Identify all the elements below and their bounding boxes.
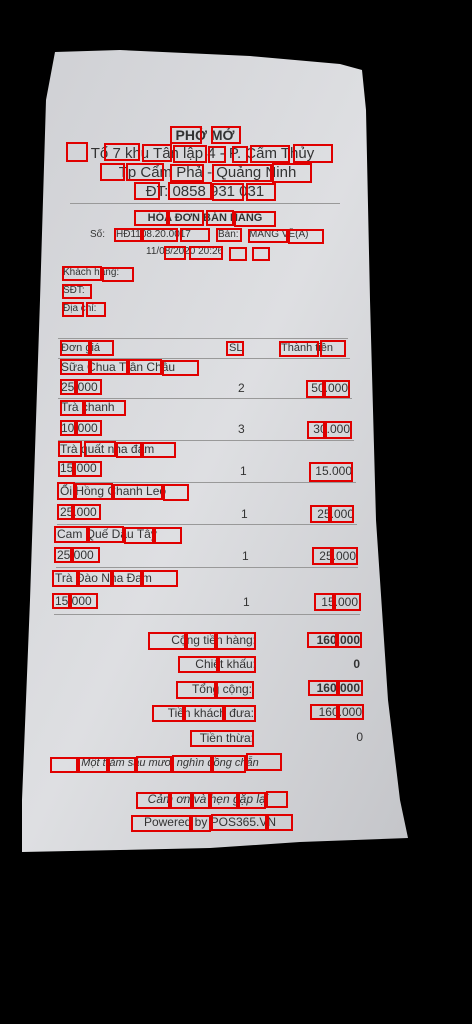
ocr-box — [216, 632, 256, 650]
ocr-box — [104, 143, 140, 161]
ocr-box — [320, 340, 346, 357]
item-qty: 3 — [238, 422, 245, 436]
change-value: 0 — [356, 730, 363, 744]
divider — [58, 398, 352, 399]
ocr-box — [78, 570, 112, 587]
ocr-box — [114, 228, 142, 242]
item-name: Trà Đào Nha Đam — [55, 571, 152, 585]
item-price: 15.000 — [60, 461, 97, 475]
ocr-box — [126, 163, 164, 181]
ocr-box — [58, 441, 82, 457]
ocr-box — [62, 284, 92, 299]
ocr-box — [108, 757, 136, 773]
shop-phone: ĐT: 0858 931 031 — [145, 183, 265, 200]
ocr-box — [332, 547, 358, 565]
ocr-box — [232, 146, 248, 163]
item-total: 50.000 — [311, 381, 348, 395]
customer-phone-label: SĐT: — [63, 285, 85, 296]
ocr-box — [58, 461, 74, 477]
ocr-box — [70, 593, 98, 609]
ocr-box — [131, 815, 191, 832]
ocr-box — [338, 680, 363, 696]
ocr-box — [54, 526, 88, 543]
ocr-box — [250, 145, 290, 163]
ocr-box — [212, 164, 272, 182]
item-price: 10.000 — [61, 421, 98, 435]
ocr-box — [124, 527, 154, 544]
ocr-box — [330, 505, 354, 523]
ocr-box — [62, 302, 84, 317]
ocr-box — [163, 484, 189, 501]
ocr-box — [337, 632, 362, 648]
ocr-box — [76, 420, 102, 436]
ocr-box — [272, 163, 312, 183]
ocr-box — [173, 145, 207, 163]
ocr-box — [60, 379, 76, 395]
ocr-box — [52, 593, 70, 609]
ocr-box — [216, 228, 242, 242]
ocr-box — [90, 340, 114, 356]
ocr-box — [226, 341, 244, 356]
customer-name-label: Khách hàng: — [63, 267, 120, 278]
invoice-datetime: 11/08/2020 20:26 — [146, 246, 224, 257]
ocr-box — [134, 210, 168, 226]
ocr-box — [192, 792, 210, 809]
ocr-box — [136, 792, 170, 809]
discount-label: Chiết khấu: — [195, 657, 256, 671]
ocr-box — [279, 341, 319, 357]
discount-value: 0 — [353, 657, 360, 671]
ocr-box — [148, 632, 186, 650]
ocr-box — [142, 442, 176, 458]
ocr-box — [234, 211, 276, 227]
ocr-box — [168, 210, 204, 226]
ocr-box — [293, 144, 333, 163]
item-qty: 1 — [242, 549, 249, 563]
item-name: Cam Quế Dâu Tây — [57, 527, 157, 541]
ocr-box — [224, 705, 256, 722]
ocr-box — [190, 730, 254, 747]
ocr-box — [210, 792, 238, 809]
ocr-box — [218, 656, 256, 673]
item-name: Trà quất nha đam — [60, 442, 155, 456]
ocr-box — [60, 400, 84, 416]
change-label: Tiền thừa: — [199, 731, 254, 745]
ocr-box — [142, 144, 172, 162]
ocr-box — [88, 526, 124, 543]
ocr-box — [172, 755, 212, 773]
table-value: MANG VỀ(A) — [249, 229, 309, 240]
item-total: 30.000 — [313, 422, 350, 436]
ocr-box — [90, 359, 128, 375]
ocr-box — [191, 815, 211, 832]
item-qty: 1 — [241, 507, 248, 521]
ocr-box — [267, 814, 293, 831]
ocr-box — [309, 462, 353, 482]
ocr-box — [164, 246, 186, 260]
ocr-box — [306, 380, 324, 398]
ocr-box — [74, 461, 102, 477]
ocr-box — [60, 340, 90, 356]
ocr-box — [246, 183, 276, 201]
ocr-box — [307, 421, 325, 439]
ocr-box — [338, 704, 364, 720]
ocr-box — [112, 570, 142, 587]
ocr-box — [60, 420, 76, 436]
ocr-box — [208, 146, 226, 163]
ocr-box — [238, 792, 266, 809]
ocr-box — [184, 705, 224, 722]
paid-value: 160.000 — [318, 705, 362, 719]
ocr-box — [66, 142, 88, 162]
ocr-box — [229, 247, 247, 261]
ocr-box — [72, 547, 100, 563]
subtotal-label: Cộng tiền hàng: — [171, 633, 256, 647]
item-price: 25.000 — [57, 548, 94, 562]
ocr-box — [75, 483, 113, 500]
ocr-box — [57, 504, 73, 520]
ocr-box — [84, 441, 116, 457]
item-total: 15.000 — [321, 595, 358, 609]
ocr-box — [212, 183, 244, 201]
item-name: Trà chanh — [61, 400, 115, 414]
ocr-box — [142, 570, 178, 587]
ocr-box — [52, 570, 78, 587]
ocr-box — [314, 593, 334, 611]
invoice-number-label: Số: — [90, 229, 106, 240]
item-price: 25.000 — [60, 505, 97, 519]
ocr-box — [154, 527, 182, 544]
ocr-box — [212, 755, 246, 773]
ocr-box — [288, 229, 324, 244]
total-label: Tổng cộng: — [191, 682, 252, 696]
item-total: 25.000 — [317, 507, 354, 521]
ocr-box — [116, 442, 142, 458]
ocr-box — [178, 656, 218, 673]
ocr-box — [54, 547, 72, 563]
ocr-box — [86, 302, 106, 317]
item-price: 15.000 — [55, 594, 92, 608]
amount-in-words: Một trăm sáu mươi nghìn đồng chẵn — [81, 757, 259, 769]
ocr-box — [170, 126, 202, 144]
paid-label: Tiền khách đưa: — [167, 706, 254, 720]
ocr-box — [84, 400, 126, 416]
ocr-box — [308, 680, 338, 696]
subtotal-value: 160.000 — [316, 633, 360, 647]
divider — [57, 524, 357, 525]
ocr-box — [310, 505, 330, 523]
ocr-box — [246, 753, 282, 771]
item-total: 25.000 — [319, 549, 356, 563]
ocr-box — [128, 359, 162, 375]
ocr-box — [134, 182, 160, 200]
ocr-box — [206, 210, 234, 226]
column-total: Thành tiền — [281, 342, 333, 354]
item-total: 15.000 — [315, 464, 352, 478]
ocr-box — [211, 814, 267, 831]
ocr-box — [266, 791, 288, 808]
item-name: Ổi Hồng Chanh Leo — [60, 484, 167, 498]
ocr-box — [180, 228, 210, 242]
divider — [70, 203, 340, 204]
ocr-box — [170, 164, 204, 182]
shop-address-line2: Tp Cẩm Phả - Quảng Ninh — [118, 164, 297, 181]
ocr-box — [168, 182, 212, 200]
ocr-box — [152, 705, 184, 722]
ocr-box — [100, 163, 125, 181]
ocr-box — [102, 267, 134, 282]
ocr-box — [136, 756, 172, 773]
ocr-box — [312, 547, 332, 565]
ocr-box — [325, 421, 352, 439]
ocr-box — [162, 360, 199, 376]
item-qty: 1 — [240, 464, 247, 478]
item-qty: 2 — [238, 381, 245, 395]
ocr-box — [176, 681, 216, 699]
thanks-message: Cảm ơn và hẹn gặp lại — [147, 792, 269, 806]
powered-by: Powered by POS365.VN — [143, 815, 277, 829]
ocr-box — [170, 792, 192, 809]
divider — [58, 338, 348, 339]
ocr-box — [310, 704, 338, 720]
ocr-box — [62, 266, 102, 281]
ocr-box — [189, 246, 223, 260]
ocr-box — [78, 757, 108, 773]
total-value: 160.000 — [316, 681, 360, 695]
ocr-box — [186, 632, 216, 650]
customer-address-label: Địa chỉ: — [63, 303, 97, 314]
item-qty: 1 — [243, 595, 250, 609]
ocr-box — [216, 681, 254, 699]
ocr-box — [142, 228, 178, 242]
ocr-box — [57, 482, 75, 500]
divider — [56, 567, 358, 568]
ocr-box — [324, 380, 350, 398]
ocr-box — [334, 593, 361, 611]
table-label: Bàn: — [218, 229, 239, 240]
ocr-box — [50, 757, 78, 773]
item-name: Sữa Chua Trân Châu — [61, 360, 176, 374]
ocr-box — [73, 504, 101, 520]
ocr-box — [60, 359, 90, 375]
column-qty: SL — [229, 342, 243, 354]
ocr-box — [113, 484, 163, 500]
column-price: Đơn giá — [61, 342, 101, 354]
item-price: 25.000 — [61, 380, 98, 394]
ocr-box — [211, 126, 241, 144]
ocr-box — [76, 379, 102, 395]
shop-name: PHỞ MỞ — [175, 127, 235, 143]
ocr-box — [252, 247, 270, 261]
ocr-box — [248, 229, 288, 243]
shop-address-line1: Tổ 7 khu Tân lập 4 - P. Cẩm Thủy — [90, 145, 315, 162]
invoice-number: HĐ1108.20.0017 — [116, 229, 191, 240]
ocr-box — [307, 632, 337, 648]
divider — [54, 614, 360, 615]
invoice-title: HÓA ĐƠN BÁN HÀNG — [147, 212, 263, 224]
